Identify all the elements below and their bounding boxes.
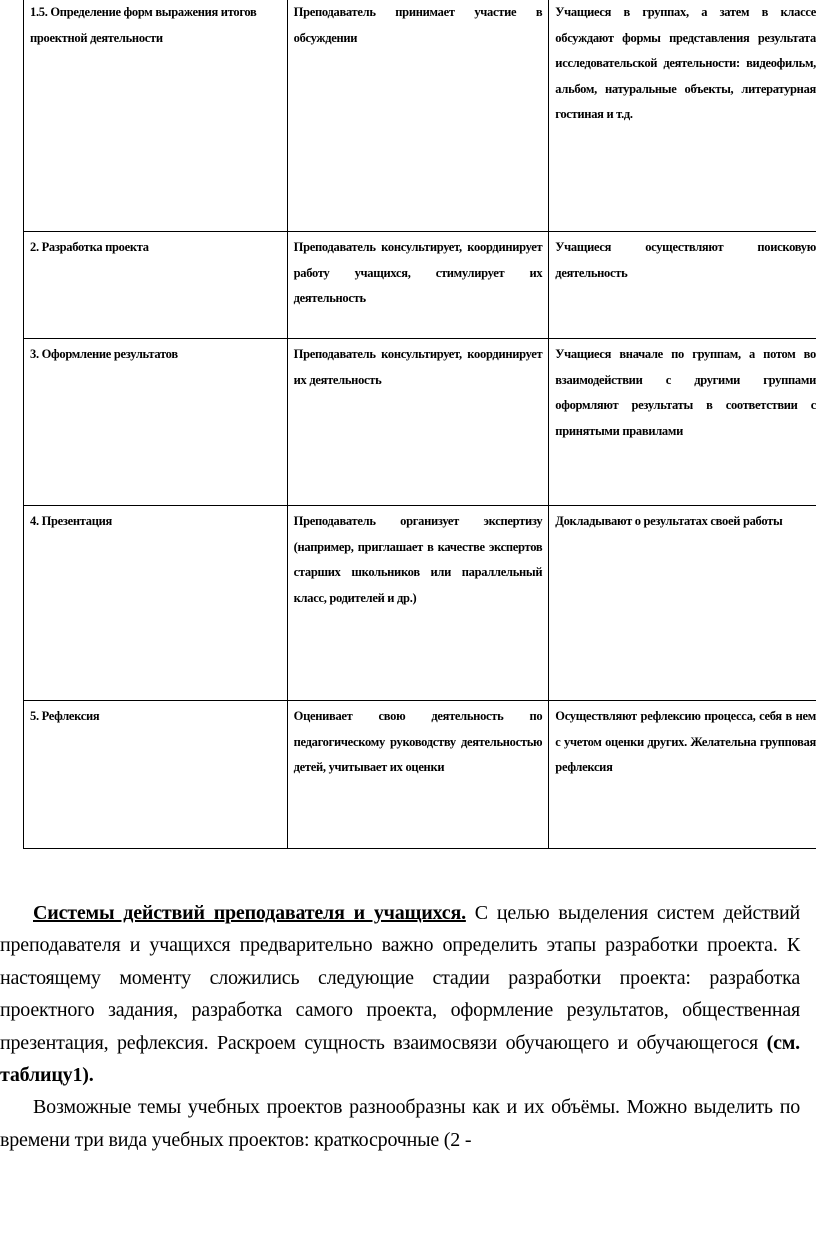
stage-cell: 3. Оформление результатов [24, 339, 288, 506]
stage-cell: 1.5. Определение форм выражения итогов проектной деятельности [24, 0, 288, 232]
body-text [0, 897, 800, 1156]
student-action-cell: Докладывают о результатах своей работы [549, 506, 816, 701]
teacher-action-cell: Оценивает свою деятельность по педагогическому руководству деятельностью детей, учитывает их оценки [287, 701, 549, 849]
stages-table [23, 0, 816, 849]
table-row [24, 232, 816, 339]
table-row [24, 506, 816, 701]
student-action-cell: Учащиеся в группах, а затем в классе обсуждают формы представления результата исследовательской деятельности: видеофильм, альбом, натуральные объекты, литературная гостиная и т.д. [549, 0, 816, 232]
teacher-action-cell: Преподаватель принимает участие в обсуждении [287, 0, 549, 232]
table-row [24, 701, 816, 849]
paragraph [0, 897, 800, 1091]
paragraph: Возможные темы учебных проектов разнообразны как и их объёмы. Можно выделить по времени три вида учебных проектов: краткосрочные (2 - [0, 1096, 800, 1151]
student-action-cell: Учащиеся вначале по группам, а потом во взаимодействии с другими группами оформляют результаты в соответствии с принятыми правилами [549, 339, 816, 506]
teacher-action-cell: Преподаватель организует экспертизу (например, приглашает в качестве экспертов старших школьников или параллельный класс, родителей и др.) [287, 506, 549, 701]
table-row [24, 339, 816, 506]
table-row [24, 0, 816, 232]
teacher-action-cell: Преподаватель консультирует, координирует работу учащихся, стимулирует их деятельность [287, 232, 549, 339]
section-heading: Системы действий преподавателя и учащихся. [33, 902, 466, 924]
stage-cell: 5. Рефлексия [24, 701, 288, 849]
stage-cell: 2. Разработка проекта [24, 232, 288, 339]
student-action-cell: Осуществляют рефлексию процесса, себя в нем с учетом оценки других. Желательна групповая рефлексия [549, 701, 816, 849]
table-reference: (см. таблицу1). [0, 1031, 800, 1087]
student-action-cell: Учащиеся осуществляют поисковую деятельность [549, 232, 816, 339]
teacher-action-cell: Преподаватель консультирует, координирует их деятельность [287, 339, 549, 506]
stage-cell: 4. Презентация [24, 506, 288, 701]
paragraph-text: С целью выделения систем действий преподавателя и учащихся предварительно важно определить этапы разработки проекта. К настоящему моменту сложились следующие стадии разработки проекта: разработка проектного задания, разработка самого проекта, оформление результатов, общественная презентация, рефлексия. Раскроем сущность взаимосвязи обучающего и обучающегося [0, 902, 800, 1054]
